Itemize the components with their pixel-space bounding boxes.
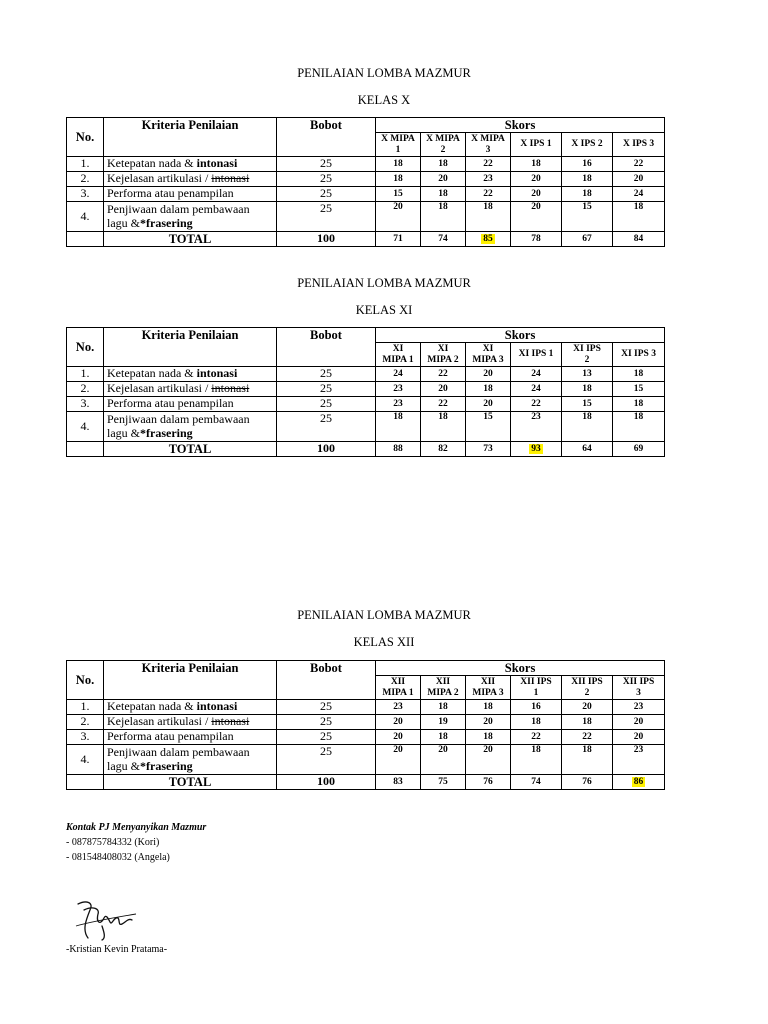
score-cell: 20	[466, 745, 511, 775]
criteria-text: Performa atau penampilan	[107, 186, 234, 201]
criteria-bold-text: intonasi	[196, 366, 238, 381]
class-header	[613, 676, 665, 700]
class-header	[376, 676, 421, 700]
class-header-line: 2	[584, 687, 590, 698]
class-header-line: XI	[392, 343, 404, 354]
criteria-strike-text: intonasi	[211, 714, 250, 729]
total-score-cell	[613, 775, 665, 790]
total-score-cell: 83	[376, 775, 421, 790]
score-cell: 16	[511, 700, 562, 715]
class-header-line: XI IPS	[573, 343, 601, 354]
criteria-strike-text: intonasi	[211, 171, 250, 186]
score-cell: 18	[562, 745, 613, 775]
score-cell: 18	[511, 157, 562, 172]
score-cell: 20	[421, 172, 466, 187]
total-score-cell: 75	[421, 775, 466, 790]
contact-block	[66, 820, 206, 865]
criteria-text: Performa atau penampilan	[107, 396, 234, 411]
empty-cell	[67, 232, 104, 247]
criteria-cell	[104, 715, 277, 730]
row-number: 1.	[67, 367, 104, 382]
class-header-line: XI IPS 3	[621, 349, 656, 360]
class-header-line: X MIPA	[426, 133, 460, 144]
class-header	[466, 343, 511, 367]
criteria-text: Penjiwaan dalam pembawaan	[107, 412, 250, 427]
score-cell: 18	[421, 157, 466, 172]
score-cell: 16	[562, 157, 613, 172]
score-cell: 18	[421, 187, 466, 202]
section-title: PENILAIAN LOMBA MAZMUR	[297, 608, 471, 622]
score-cell: 18	[511, 745, 562, 775]
total-score-cell: 84	[613, 232, 665, 247]
bobot-cell: 25	[277, 730, 376, 745]
criteria-bold-text: intonasi	[196, 156, 238, 171]
criteria-bold-text: *frasering	[140, 215, 193, 230]
score-cell: 23	[466, 172, 511, 187]
criteria-text: Ketepatan nada &	[107, 699, 197, 714]
total-score-cell: 76	[466, 775, 511, 790]
criteria-text: Penjiwaan dalam pembawaan	[107, 745, 250, 760]
criteria-cell	[104, 187, 277, 202]
bobot-cell: 25	[277, 700, 376, 715]
row-number: 2.	[67, 382, 104, 397]
criteria-text-cont: lagu &	[107, 758, 140, 773]
class-header	[613, 133, 665, 157]
header-no: No.	[67, 118, 104, 157]
class-header-line: XII	[390, 676, 406, 687]
table-row	[67, 730, 665, 745]
score-cell: 23	[613, 745, 665, 775]
bobot-cell: 25	[277, 202, 376, 232]
criteria-text: Kejelasan artikulasi /	[107, 714, 212, 729]
score-cell: 15	[562, 397, 613, 412]
contact-line-angela: - 081548408032 (Angela)	[66, 852, 170, 863]
score-cell: 23	[511, 412, 562, 442]
empty-cell	[67, 775, 104, 790]
score-cell: 24	[376, 367, 421, 382]
score-cell: 20	[421, 745, 466, 775]
table-row	[67, 202, 665, 232]
header-bobot: Bobot	[277, 661, 376, 700]
class-header-line: XI	[482, 343, 494, 354]
bobot-cell: 25	[277, 715, 376, 730]
score-cell: 19	[421, 715, 466, 730]
kelas-heading: KELAS XII	[353, 635, 415, 649]
contact-line-kori: - 087875784332 (Kori)	[66, 837, 160, 848]
total-score-cell: 82	[421, 442, 466, 457]
kelas-heading: KELAS XI	[355, 303, 413, 317]
score-cell: 15	[613, 382, 665, 397]
class-header	[562, 133, 613, 157]
total-score-cell: 88	[376, 442, 421, 457]
score-cell: 18	[421, 202, 466, 232]
score-cell: 22	[466, 157, 511, 172]
score-cell: 23	[613, 700, 665, 715]
table-row	[67, 382, 665, 397]
total-label: TOTAL	[104, 442, 277, 457]
class-header	[511, 676, 562, 700]
class-header-line: 2	[440, 144, 446, 155]
class-header	[376, 343, 421, 367]
table-row	[67, 367, 665, 382]
criteria-cell	[104, 412, 277, 442]
total-score-cell: 67	[562, 232, 613, 247]
score-cell: 15	[466, 412, 511, 442]
class-header	[613, 343, 665, 367]
criteria-cell	[104, 745, 277, 775]
total-row	[67, 775, 665, 790]
score-cell: 18	[376, 157, 421, 172]
score-cell: 18	[421, 700, 466, 715]
score-cell: 18	[466, 382, 511, 397]
criteria-cell	[104, 382, 277, 397]
row-number: 1.	[67, 700, 104, 715]
class-header	[466, 133, 511, 157]
class-header-line: 1	[533, 687, 539, 698]
winner-highlight: 86	[633, 776, 644, 787]
score-cell: 18	[421, 730, 466, 745]
class-header-line: X MIPA	[471, 133, 505, 144]
score-cell: 24	[511, 382, 562, 397]
criteria-cell	[104, 202, 277, 232]
criteria-text-cont: lagu &	[107, 425, 140, 440]
row-number: 4.	[67, 745, 104, 775]
total-score-cell: 74	[511, 775, 562, 790]
score-cell: 23	[376, 397, 421, 412]
class-header-line: MIPA 3	[472, 354, 504, 365]
bobot-cell: 25	[277, 412, 376, 442]
criteria-text: Penjiwaan dalam pembawaan	[107, 202, 250, 217]
score-cell: 20	[376, 745, 421, 775]
class-header	[466, 676, 511, 700]
row-number: 4.	[67, 412, 104, 442]
class-header-line: XI IPS 1	[518, 349, 554, 360]
score-cell: 18	[466, 700, 511, 715]
table-row	[67, 745, 665, 775]
table-row	[67, 412, 665, 442]
header-criteria: Kriteria Penilaian	[104, 118, 277, 157]
criteria-cell	[104, 157, 277, 172]
total-bobot: 100	[277, 775, 376, 790]
criteria-strike-text: intonasi	[211, 381, 250, 396]
class-header-line: 2	[584, 354, 590, 365]
bobot-cell: 25	[277, 745, 376, 775]
bobot-cell: 25	[277, 397, 376, 412]
score-cell: 20	[376, 202, 421, 232]
total-row	[67, 232, 665, 247]
score-cell: 23	[376, 382, 421, 397]
score-cell: 18	[562, 715, 613, 730]
score-cell: 18	[613, 412, 665, 442]
class-header-line: MIPA 1	[382, 354, 414, 365]
class-header-line: X IPS 1	[520, 139, 552, 150]
score-cell: 13	[562, 367, 613, 382]
header-no: No.	[67, 328, 104, 367]
total-label: TOTAL	[104, 232, 277, 247]
class-header-line: XII	[435, 676, 451, 687]
header-no: No.	[67, 661, 104, 700]
total-score-cell: 74	[421, 232, 466, 247]
score-cell: 18	[562, 172, 613, 187]
score-cell: 15	[376, 187, 421, 202]
score-cell: 18	[376, 412, 421, 442]
class-header	[376, 133, 421, 157]
score-cell: 23	[376, 700, 421, 715]
class-header-line: XII IPS	[622, 676, 655, 687]
table-row	[67, 172, 665, 187]
header-skors: Skors	[376, 118, 665, 133]
criteria-cell	[104, 700, 277, 715]
class-header-line: XII IPS	[520, 676, 552, 687]
empty-cell	[67, 442, 104, 457]
score-cell: 22	[421, 397, 466, 412]
score-cell: 20	[466, 397, 511, 412]
total-score-cell: 69	[613, 442, 665, 457]
total-score-cell: 76	[562, 775, 613, 790]
kelas-heading: KELAS X	[357, 93, 411, 107]
score-cell: 18	[613, 367, 665, 382]
row-number: 2.	[67, 715, 104, 730]
class-header	[421, 676, 466, 700]
row-number: 3.	[67, 730, 104, 745]
class-header-line: XII IPS	[571, 676, 603, 687]
criteria-cell	[104, 397, 277, 412]
criteria-cell	[104, 172, 277, 187]
score-cell: 24	[613, 187, 665, 202]
score-table	[66, 117, 665, 247]
score-cell: 18	[562, 382, 613, 397]
score-cell: 18	[376, 172, 421, 187]
total-score-cell	[466, 232, 511, 247]
bobot-cell: 25	[277, 382, 376, 397]
score-cell: 18	[421, 412, 466, 442]
table-row	[67, 157, 665, 172]
signature-image	[72, 896, 142, 944]
criteria-text: Ketepatan nada &	[107, 366, 197, 381]
table-row	[67, 187, 665, 202]
score-cell: 22	[466, 187, 511, 202]
class-header	[511, 343, 562, 367]
class-header	[562, 343, 613, 367]
score-cell: 18	[562, 412, 613, 442]
criteria-cell	[104, 367, 277, 382]
total-score-cell	[511, 442, 562, 457]
criteria-cell	[104, 730, 277, 745]
criteria-text-cont: lagu &	[107, 215, 140, 230]
winner-highlight: 85	[483, 233, 493, 244]
criteria-bold-text: intonasi	[196, 699, 238, 714]
table-row	[67, 700, 665, 715]
score-cell: 20	[376, 730, 421, 745]
score-table	[66, 660, 665, 790]
class-header-line: XI	[437, 343, 449, 354]
total-score-cell: 78	[511, 232, 562, 247]
score-cell: 18	[466, 730, 511, 745]
section-title: PENILAIAN LOMBA MAZMUR	[297, 66, 471, 80]
score-cell: 20	[466, 715, 511, 730]
score-table	[66, 327, 665, 457]
table-row	[67, 397, 665, 412]
score-cell: 15	[562, 202, 613, 232]
score-cell: 22	[421, 367, 466, 382]
header-bobot: Bobot	[277, 328, 376, 367]
score-cell: 18	[613, 397, 665, 412]
total-bobot: 100	[277, 232, 376, 247]
score-cell: 22	[511, 397, 562, 412]
criteria-text: Kejelasan artikulasi /	[107, 171, 212, 186]
header-skors: Skors	[376, 661, 665, 676]
row-number: 3.	[67, 187, 104, 202]
total-score-cell: 73	[466, 442, 511, 457]
bobot-cell: 25	[277, 157, 376, 172]
score-cell: 22	[562, 730, 613, 745]
class-header	[421, 133, 466, 157]
criteria-text: Kejelasan artikulasi /	[107, 381, 212, 396]
score-cell: 20	[562, 700, 613, 715]
class-header-line: MIPA 3	[472, 687, 504, 698]
class-header-line: MIPA 2	[427, 354, 459, 365]
table-row	[67, 715, 665, 730]
signer-name: -Kristian Kevin Pratama-	[66, 944, 168, 955]
score-cell: 20	[613, 172, 665, 187]
section-title: PENILAIAN LOMBA MAZMUR	[297, 276, 471, 290]
score-cell: 20	[511, 172, 562, 187]
score-cell: 20	[466, 367, 511, 382]
total-bobot: 100	[277, 442, 376, 457]
class-header-line: XII	[480, 676, 496, 687]
row-number: 4.	[67, 202, 104, 232]
class-header-line: 3	[636, 687, 641, 698]
criteria-text: Ketepatan nada &	[107, 156, 197, 171]
score-cell: 18	[613, 202, 665, 232]
header-skors: Skors	[376, 328, 665, 343]
class-header	[511, 133, 562, 157]
criteria-bold-text: *frasering	[140, 425, 193, 440]
total-score-cell: 71	[376, 232, 421, 247]
score-cell: 20	[613, 715, 665, 730]
header-criteria: Kriteria Penilaian	[104, 328, 277, 367]
score-cell: 24	[511, 367, 562, 382]
class-header-line: X IPS 3	[622, 139, 655, 150]
class-header	[421, 343, 466, 367]
class-header-line: 1	[395, 144, 401, 155]
bobot-cell: 25	[277, 187, 376, 202]
score-cell: 20	[376, 715, 421, 730]
class-header	[562, 676, 613, 700]
score-cell: 18	[562, 187, 613, 202]
score-cell: 20	[511, 202, 562, 232]
score-cell: 20	[421, 382, 466, 397]
contact-heading: Kontak PJ Menyanyikan Mazmur	[66, 822, 207, 833]
row-number: 2.	[67, 172, 104, 187]
total-row	[67, 442, 665, 457]
total-score-cell: 64	[562, 442, 613, 457]
score-cell: 18	[511, 715, 562, 730]
bobot-cell: 25	[277, 367, 376, 382]
score-cell: 22	[511, 730, 562, 745]
score-cell: 22	[613, 157, 665, 172]
class-header-line: X IPS 2	[571, 139, 603, 150]
score-cell: 18	[466, 202, 511, 232]
header-bobot: Bobot	[277, 118, 376, 157]
class-header-line: MIPA 2	[427, 687, 459, 698]
class-header-line: X MIPA	[381, 133, 415, 144]
class-header-line: 3	[485, 144, 491, 155]
total-label: TOTAL	[104, 775, 277, 790]
header-criteria: Kriteria Penilaian	[104, 661, 277, 700]
score-cell: 20	[613, 730, 665, 745]
bobot-cell: 25	[277, 172, 376, 187]
row-number: 1.	[67, 157, 104, 172]
row-number: 3.	[67, 397, 104, 412]
criteria-bold-text: *frasering	[140, 758, 193, 773]
class-header-line: MIPA 1	[382, 687, 414, 698]
winner-highlight: 93	[531, 443, 541, 454]
criteria-text: Performa atau penampilan	[107, 729, 234, 744]
score-cell: 20	[511, 187, 562, 202]
